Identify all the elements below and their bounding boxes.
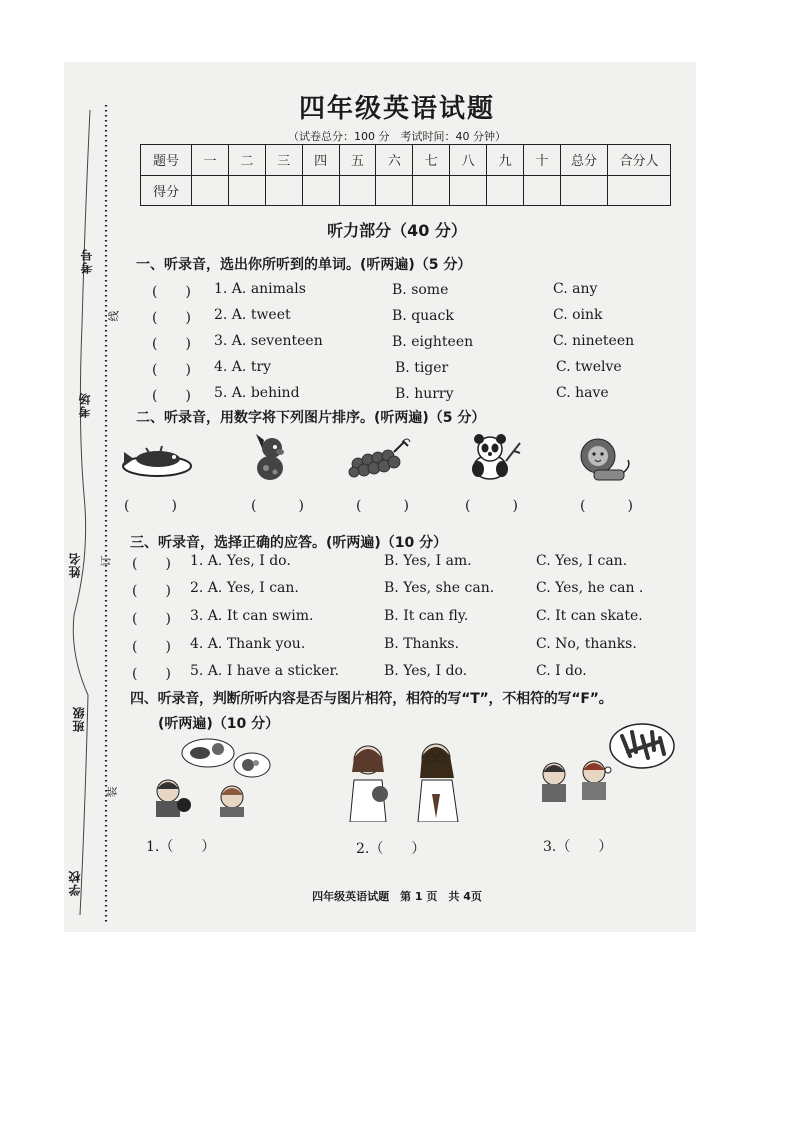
question-option-c: C. It can skate. (536, 608, 643, 624)
sidebar-label-name: 姓名 (68, 552, 82, 578)
question-option-b: B. hurry (395, 386, 454, 402)
question-option-c: C. have (556, 385, 609, 401)
question-option-c: C. I do. (536, 663, 587, 679)
page-footer: 四年级英语试题 第 1 页 共 4页 (312, 890, 482, 903)
question-option-a: 5. A. I have a sticker. (190, 663, 340, 679)
question-option-c: C. oink (553, 307, 603, 323)
answer-blank[interactable]: ( ) (152, 388, 191, 404)
question-option-c: C. twelve (556, 359, 622, 375)
question-option-b: B. some (392, 282, 449, 298)
lion-image (574, 436, 632, 482)
score-table-cell: 十 (524, 145, 561, 176)
question-option-a: 1. A. animals (214, 281, 306, 297)
question-option-a: 2. A. Yes, I can. (190, 580, 299, 596)
order-blank[interactable]: ( ) (465, 498, 518, 514)
kids-thinking-of-crayons-image (532, 722, 676, 812)
answer-blank[interactable]: ( ) (132, 556, 171, 572)
grapes-image (346, 436, 412, 478)
score-input-cell[interactable] (339, 175, 376, 206)
answer-blank[interactable]: ( ) (132, 611, 171, 627)
true-false-blank[interactable]: 3.（ ） (543, 839, 613, 855)
score-table-cell: 七 (413, 145, 450, 176)
kids-thinking-of-pets-image (148, 735, 276, 817)
answer-blank[interactable]: ( ) (132, 583, 171, 599)
bind-word-staple: 订 (99, 555, 113, 567)
score-table-cell: 得分 (141, 175, 192, 206)
question-option-a: 3. A. It can swim. (190, 608, 314, 624)
bind-word-line: 线 (107, 310, 121, 322)
sidebar-label-exam-number: 考号 (80, 248, 94, 274)
question-option-a: 3. A. seventeen (214, 333, 323, 349)
dog-image (248, 432, 294, 484)
sidebar-label-exam-room: 考场 (78, 392, 92, 418)
score-input-cell[interactable] (413, 175, 450, 206)
score-input-cell[interactable] (487, 175, 524, 206)
score-input-cell[interactable] (561, 175, 608, 206)
answer-blank[interactable]: ( ) (132, 666, 171, 682)
exam-subtitle: （试卷总分：100 分 考试时间：40 分钟） (288, 130, 506, 143)
true-false-blank[interactable]: 2.（ ） (356, 841, 426, 857)
order-blank[interactable]: ( ) (580, 498, 633, 514)
score-input-cell[interactable] (265, 175, 302, 206)
score-table-cell: 三 (265, 145, 302, 176)
question-option-b: B. It can fly. (384, 608, 469, 624)
question-option-a: 5. A. behind (214, 385, 300, 401)
fish-on-plate-image (120, 440, 195, 480)
score-table-cell: 八 (450, 145, 487, 176)
question-option-b: B. quack (392, 308, 454, 324)
score-table-cell: 九 (487, 145, 524, 176)
score-table-cell: 总分 (561, 145, 608, 176)
answer-blank[interactable]: ( ) (132, 639, 171, 655)
question-option-b: B. Thanks. (384, 636, 460, 652)
score-input-cell[interactable] (192, 175, 229, 206)
section-3-heading: 三、听录音，选择正确的应答。(听两遍)（10 分） (130, 535, 448, 551)
section-1-heading: 一、听录音，选出你所听到的单词。(听两遍)（5 分） (136, 257, 472, 273)
section-2-heading: 二、听录音，用数字将下列图片排序。(听两遍)（5 分） (136, 410, 486, 426)
question-option-c: C. nineteen (553, 333, 635, 349)
section-4-subheading: (听两遍)（10 分） (158, 716, 280, 732)
order-blank[interactable]: ( ) (251, 498, 304, 514)
question-option-b: B. Yes, she can. (384, 580, 495, 596)
score-table-cell: 题号 (141, 145, 192, 176)
question-option-c: C. Yes, he can . (536, 580, 644, 596)
score-table-cell: 六 (376, 145, 413, 176)
order-blank[interactable]: ( ) (124, 498, 177, 514)
score-input-cell[interactable] (376, 175, 413, 206)
order-blank[interactable]: ( ) (356, 498, 409, 514)
exam-title: 四年级英语试题 (298, 94, 495, 124)
answer-blank[interactable]: ( ) (152, 336, 191, 352)
score-input-cell[interactable] (524, 175, 561, 206)
answer-blank[interactable]: ( ) (152, 284, 191, 300)
question-option-b: B. tiger (395, 360, 449, 376)
question-option-c: C. No, thanks. (536, 636, 637, 652)
score-table-cell: 二 (228, 145, 265, 176)
answer-blank[interactable]: ( ) (152, 362, 191, 378)
question-option-b: B. Yes, I do. (384, 663, 468, 679)
score-table-cell: 合分人 (608, 145, 671, 176)
question-option-c: C. Yes, I can. (536, 553, 628, 569)
score-table (140, 144, 671, 206)
score-table-cell: 一 (192, 145, 229, 176)
question-option-b: B. Yes, I am. (384, 553, 472, 569)
sidebar-label-school: 学校 (68, 870, 82, 896)
two-girls-holding-items-image (340, 738, 470, 822)
question-option-a: 1. A. Yes, I do. (190, 553, 291, 569)
listening-part-title: 听力部分（40 分） (327, 221, 467, 240)
true-false-blank[interactable]: 1.（ ） (146, 839, 216, 855)
question-option-a: 4. A. Thank you. (190, 636, 306, 652)
sidebar-label-class: 班级 (72, 706, 86, 732)
score-input-cell[interactable] (228, 175, 265, 206)
score-table-cell: 五 (339, 145, 376, 176)
panda-image (466, 433, 522, 481)
score-table-score-row (141, 175, 671, 206)
score-input-cell[interactable] (450, 175, 487, 206)
answer-blank[interactable]: ( ) (152, 310, 191, 326)
question-option-a: 2. A. tweet (214, 307, 291, 323)
score-table-header-row (141, 145, 671, 176)
score-input-cell[interactable] (302, 175, 339, 206)
question-option-a: 4. A. try (214, 359, 272, 375)
bind-word-bind: 装 (105, 786, 119, 798)
question-option-c: C. any (553, 281, 598, 297)
section-4-heading: 四、听录音，判断所听内容是否与图片相符，相符的写“T”，不相符的写“F”。 (130, 691, 613, 707)
score-table-cell: 四 (302, 145, 339, 176)
question-option-b: B. eighteen (392, 334, 474, 350)
score-input-cell[interactable] (608, 175, 671, 206)
